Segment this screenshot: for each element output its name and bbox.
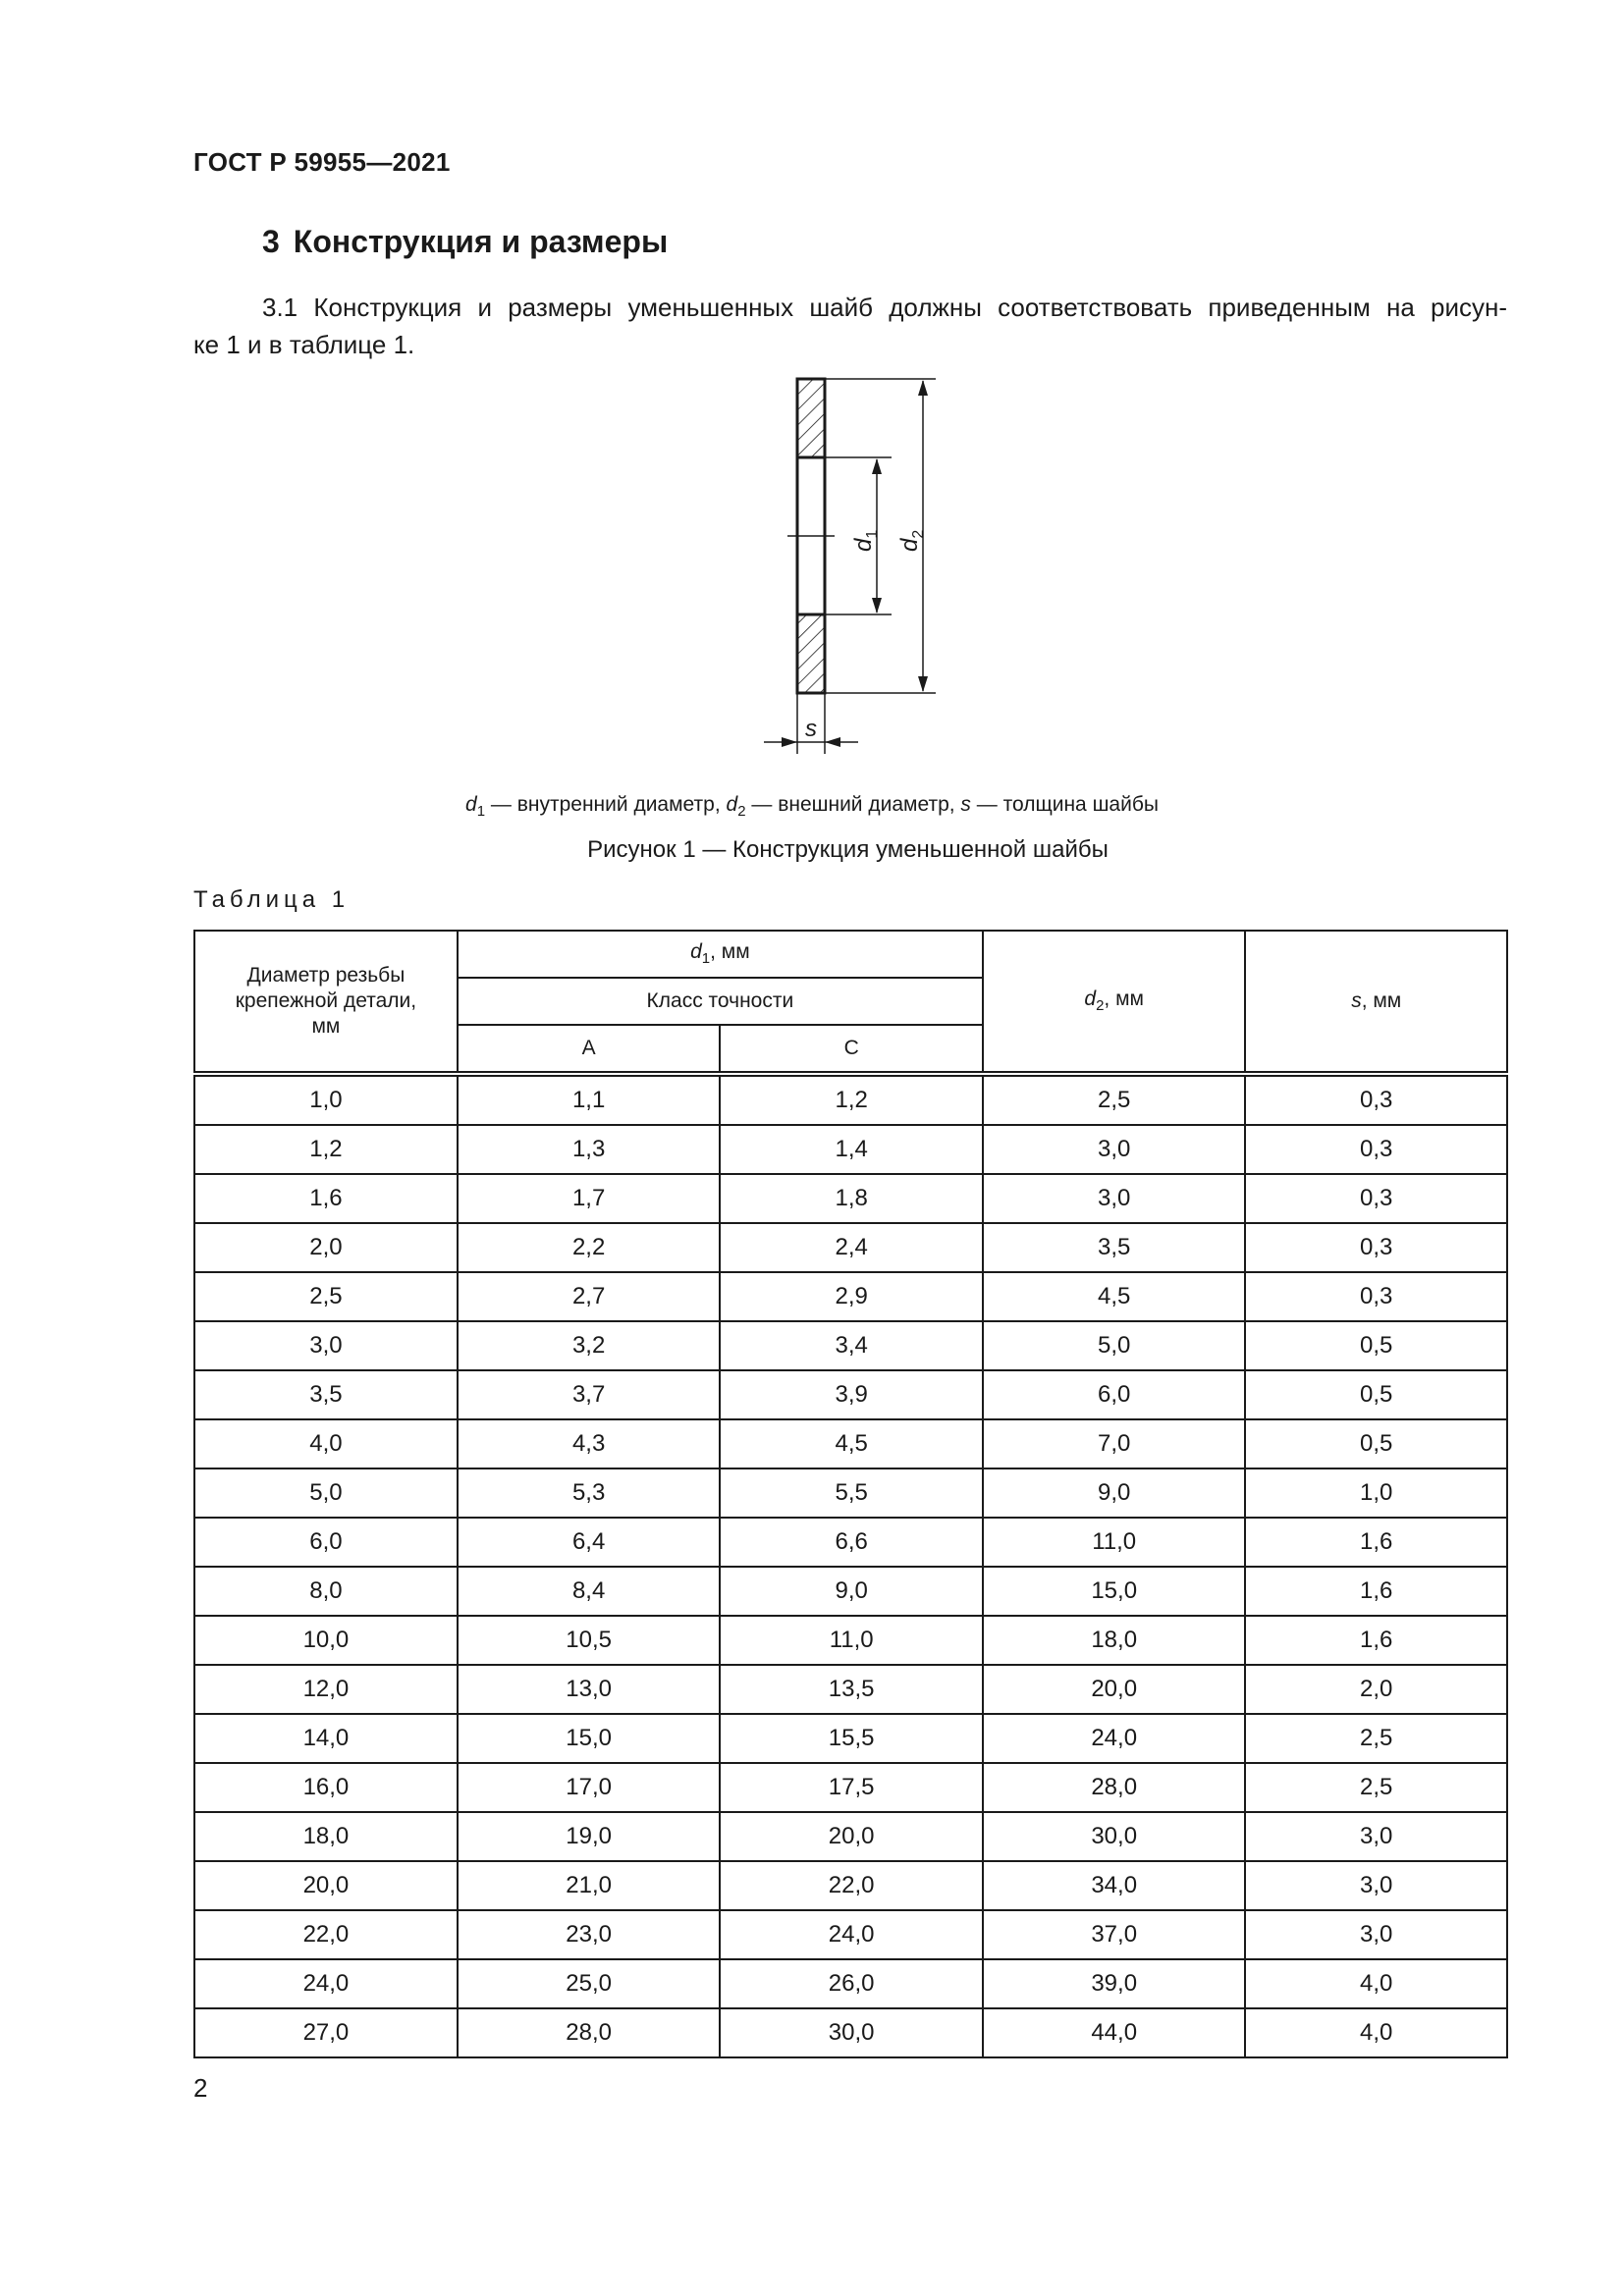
- cell-d1-class-a: 10,5: [458, 1616, 721, 1665]
- cell-d1-class-c: 11,0: [720, 1616, 983, 1665]
- d1-label: $d_1$: [850, 529, 881, 552]
- cell-s: 2,5: [1245, 1763, 1507, 1812]
- cell-d1-class-a: 8,4: [458, 1567, 721, 1616]
- cell-thread: 1,2: [194, 1125, 458, 1174]
- cell-thread: 4,0: [194, 1419, 458, 1468]
- cell-d1-class-a: 13,0: [458, 1665, 721, 1714]
- header-thread-diameter: Диаметр резьбы крепежной детали, мм: [194, 931, 458, 1074]
- cell-d2: 3,0: [983, 1125, 1246, 1174]
- header-accuracy-class: Класс точности: [458, 978, 983, 1025]
- cell-s: 0,3: [1245, 1074, 1507, 1125]
- cell-d1-class-c: 9,0: [720, 1567, 983, 1616]
- cell-s: 0,3: [1245, 1125, 1507, 1174]
- cell-d1-class-c: 2,9: [720, 1272, 983, 1321]
- cell-d1-class-c: 20,0: [720, 1812, 983, 1861]
- header-d2: $d_2$, мм: [983, 931, 1246, 1074]
- cell-d2: 34,0: [983, 1861, 1246, 1910]
- cell-d2: 9,0: [983, 1468, 1246, 1518]
- cell-d2: 24,0: [983, 1714, 1246, 1763]
- cell-thread: 5,0: [194, 1468, 458, 1518]
- cell-d1-class-a: 28,0: [458, 2008, 721, 2057]
- paragraph-line-2: ке 1 и в таблице 1.: [193, 330, 415, 359]
- table-row: [194, 1419, 1507, 1468]
- table-row: [194, 1714, 1507, 1763]
- cell-s: 1,6: [1245, 1616, 1507, 1665]
- cell-thread: 2,0: [194, 1223, 458, 1272]
- cell-thread: 3,5: [194, 1370, 458, 1419]
- paragraph-line-1: 3.1 Конструкция и размеры уменьшенных шайб должны соответствовать приведенным на рисун-: [262, 293, 1507, 322]
- table-row: [194, 1074, 1507, 1125]
- cell-d1-class-a: 19,0: [458, 1812, 721, 1861]
- document-id: ГОСТ Р 59955—2021: [193, 147, 451, 177]
- cell-d2: 4,5: [983, 1272, 1246, 1321]
- cell-d2: 2,5: [983, 1074, 1246, 1125]
- cell-d1-class-a: 5,3: [458, 1468, 721, 1518]
- cell-d1-class-c: 3,4: [720, 1321, 983, 1370]
- d2-label: $d_2$: [896, 529, 927, 552]
- cell-s: 3,0: [1245, 1910, 1507, 1959]
- cell-d1-class-a: 3,7: [458, 1370, 721, 1419]
- cell-d1-class-a: 23,0: [458, 1910, 721, 1959]
- cell-thread: 22,0: [194, 1910, 458, 1959]
- table-body: [194, 1074, 1507, 2057]
- cell-d1-class-a: 1,3: [458, 1125, 721, 1174]
- table-row: [194, 1763, 1507, 1812]
- section-number: 3: [262, 224, 280, 259]
- cell-thread: 18,0: [194, 1812, 458, 1861]
- cell-d2: 3,0: [983, 1174, 1246, 1223]
- table-row: [194, 1861, 1507, 1910]
- cell-thread: 16,0: [194, 1763, 458, 1812]
- cell-d2: 11,0: [983, 1518, 1246, 1567]
- cell-d2: 37,0: [983, 1910, 1246, 1959]
- table-row: [194, 1272, 1507, 1321]
- cell-s: 1,6: [1245, 1567, 1507, 1616]
- cell-d1-class-c: 22,0: [720, 1861, 983, 1910]
- cell-d1-class-c: 30,0: [720, 2008, 983, 2057]
- table-row: [194, 1910, 1507, 1959]
- cell-d1-class-c: 4,5: [720, 1419, 983, 1468]
- cell-d2: 18,0: [983, 1616, 1246, 1665]
- cell-thread: 14,0: [194, 1714, 458, 1763]
- table-row: [194, 1468, 1507, 1518]
- cell-d2: 44,0: [983, 2008, 1246, 2057]
- cell-d1-class-c: 1,4: [720, 1125, 983, 1174]
- figure-legend: $d_1$ — внутренний диаметр, $d_2$ — внешний диаметр, s — толщина шайбы: [465, 793, 1159, 821]
- cell-s: 4,0: [1245, 2008, 1507, 2057]
- cell-d1-class-a: 1,1: [458, 1074, 721, 1125]
- cell-d1-class-a: 25,0: [458, 1959, 721, 2008]
- table-label: Таблица 1: [193, 886, 351, 913]
- table-row: [194, 1125, 1507, 1174]
- cell-d2: 20,0: [983, 1665, 1246, 1714]
- table-row: [194, 1616, 1507, 1665]
- cell-d2: 15,0: [983, 1567, 1246, 1616]
- header-class-a: A: [458, 1025, 721, 1074]
- section-title: Конструкция и размеры: [293, 224, 669, 259]
- cell-thread: 24,0: [194, 1959, 458, 2008]
- cell-s: 0,3: [1245, 1272, 1507, 1321]
- cell-s: 0,3: [1245, 1174, 1507, 1223]
- cell-d1-class-c: 1,8: [720, 1174, 983, 1223]
- header-d1: $d_1$, мм: [458, 931, 983, 978]
- cell-s: 4,0: [1245, 1959, 1507, 2008]
- header-s: s, мм: [1245, 931, 1507, 1074]
- cell-d1-class-a: 6,4: [458, 1518, 721, 1567]
- cell-d1-class-c: 24,0: [720, 1910, 983, 1959]
- cell-s: 0,3: [1245, 1223, 1507, 1272]
- cell-thread: 27,0: [194, 2008, 458, 2057]
- cell-thread: 1,0: [194, 1074, 458, 1125]
- figure-caption: Рисунок 1 — Конструкция уменьшенной шайбы: [587, 836, 1109, 863]
- page-number: 2: [193, 2073, 208, 2103]
- cell-d1-class-a: 15,0: [458, 1714, 721, 1763]
- cell-s: 0,5: [1245, 1321, 1507, 1370]
- cell-d1-class-a: 17,0: [458, 1763, 721, 1812]
- cell-d2: 39,0: [983, 1959, 1246, 2008]
- cell-d1-class-a: 3,2: [458, 1321, 721, 1370]
- cell-d2: 3,5: [983, 1223, 1246, 1272]
- table-row: [194, 1518, 1507, 1567]
- cell-d2: 30,0: [983, 1812, 1246, 1861]
- table-row: [194, 1959, 1507, 2008]
- table-row: [194, 1812, 1507, 1861]
- cell-thread: 20,0: [194, 1861, 458, 1910]
- cell-s: 0,5: [1245, 1370, 1507, 1419]
- table-row: [194, 1665, 1507, 1714]
- cell-d1-class-c: 1,2: [720, 1074, 983, 1125]
- cell-d1-class-c: 17,5: [720, 1763, 983, 1812]
- cell-d1-class-c: 15,5: [720, 1714, 983, 1763]
- cell-s: 3,0: [1245, 1861, 1507, 1910]
- table-row: [194, 1223, 1507, 1272]
- table-row: [194, 1174, 1507, 1223]
- cell-s: 3,0: [1245, 1812, 1507, 1861]
- table-row: [194, 2008, 1507, 2057]
- table-row: [194, 1321, 1507, 1370]
- cell-d1-class-c: 2,4: [720, 1223, 983, 1272]
- cell-thread: 2,5: [194, 1272, 458, 1321]
- cell-d2: 28,0: [983, 1763, 1246, 1812]
- cell-d1-class-a: 2,2: [458, 1223, 721, 1272]
- washer-drawing: [746, 369, 992, 767]
- cell-d2: 5,0: [983, 1321, 1246, 1370]
- cell-thread: 3,0: [194, 1321, 458, 1370]
- cell-d1-class-c: 6,6: [720, 1518, 983, 1567]
- section-heading: [262, 224, 668, 260]
- cell-thread: 12,0: [194, 1665, 458, 1714]
- table-row: [194, 1370, 1507, 1419]
- cell-d2: 6,0: [983, 1370, 1246, 1419]
- cell-s: 2,5: [1245, 1714, 1507, 1763]
- cell-d2: 7,0: [983, 1419, 1246, 1468]
- cell-d1-class-c: 26,0: [720, 1959, 983, 2008]
- body-paragraph: [193, 289, 1507, 363]
- washer-dimensions-table: [193, 930, 1508, 2058]
- cell-d1-class-c: 13,5: [720, 1665, 983, 1714]
- table-row: [194, 1567, 1507, 1616]
- s-label: s: [805, 716, 817, 742]
- cell-thread: 1,6: [194, 1174, 458, 1223]
- header-class-c: C: [720, 1025, 983, 1074]
- cell-s: 2,0: [1245, 1665, 1507, 1714]
- cell-d1-class-c: 3,9: [720, 1370, 983, 1419]
- cell-thread: 6,0: [194, 1518, 458, 1567]
- cell-s: 1,0: [1245, 1468, 1507, 1518]
- cell-d1-class-c: 5,5: [720, 1468, 983, 1518]
- cell-d1-class-a: 4,3: [458, 1419, 721, 1468]
- cell-s: 0,5: [1245, 1419, 1507, 1468]
- cell-thread: 10,0: [194, 1616, 458, 1665]
- cell-thread: 8,0: [194, 1567, 458, 1616]
- cell-d1-class-a: 1,7: [458, 1174, 721, 1223]
- cell-d1-class-a: 2,7: [458, 1272, 721, 1321]
- cell-d1-class-a: 21,0: [458, 1861, 721, 1910]
- cell-s: 1,6: [1245, 1518, 1507, 1567]
